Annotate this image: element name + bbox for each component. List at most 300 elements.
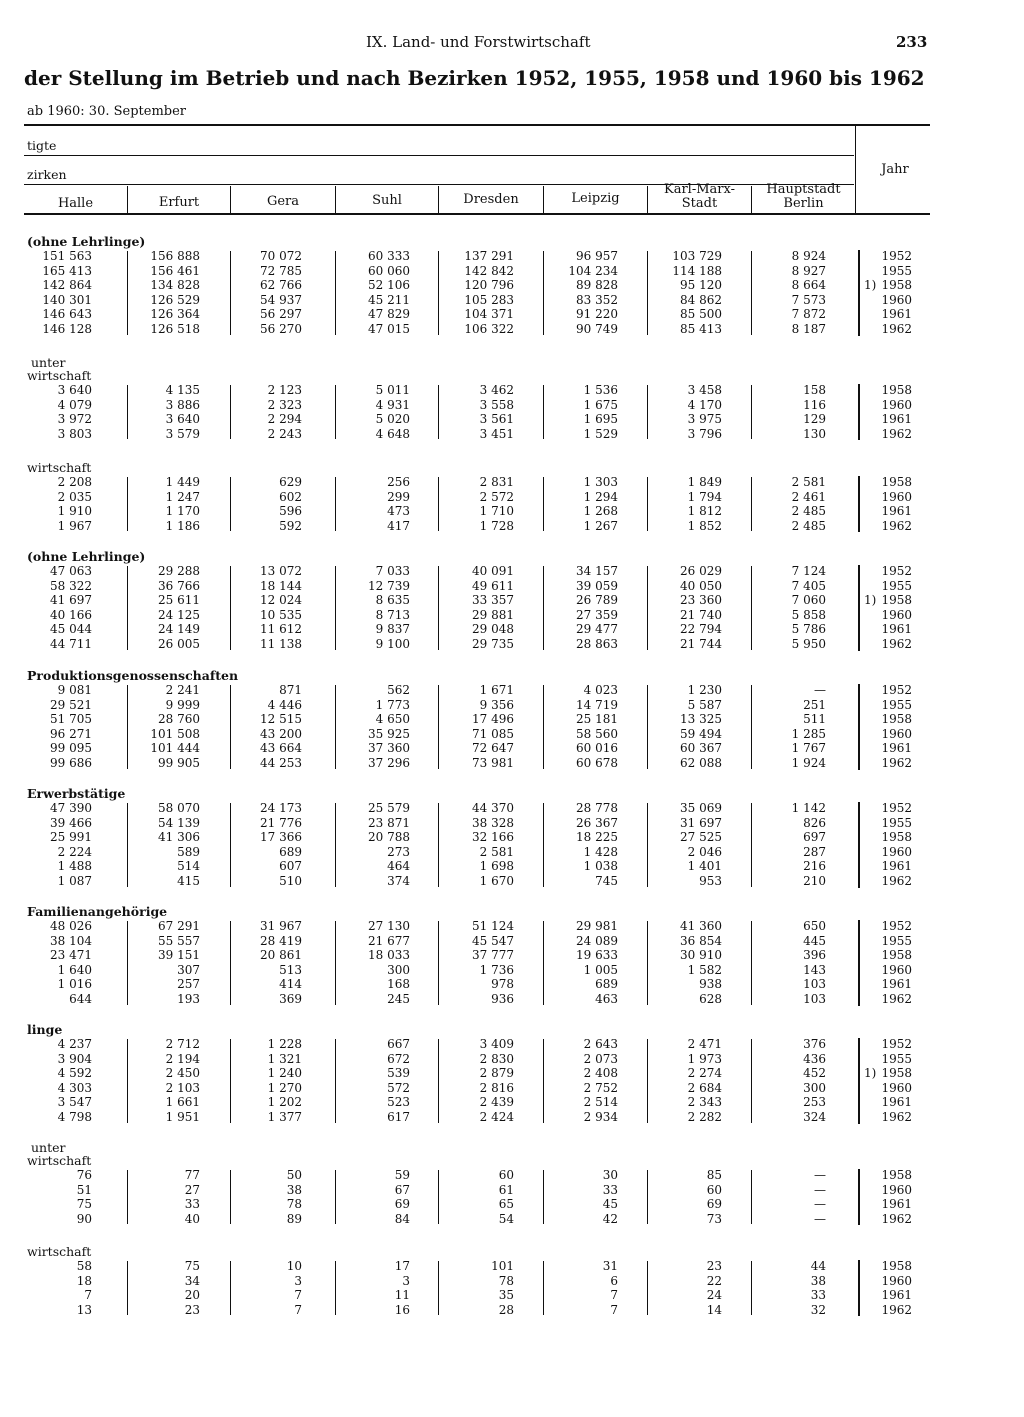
table-cell-leipzig: 60 016 [576,741,618,756]
table-cell-suhl: 672 [387,1051,410,1066]
table-cell-suhl: 617 [387,1110,410,1124]
table-cell-gera: 72 785 [260,263,302,278]
table-cell-gera: 56 297 [260,307,302,322]
table-cell-leipzig: 90 749 [576,322,618,336]
table-cell-dresden: 61 [498,1182,514,1197]
table-cell-hauptstadt-berlin: 44 [810,1259,826,1273]
table-cell-karl-marx-stadt: 73 [706,1211,722,1226]
table-cell-erfurt: 24 149 [158,622,200,637]
table-cell-dresden: 3 409 [479,1037,514,1051]
table-cell-suhl: 23 871 [368,815,410,830]
table-cell-leipzig: 25 181 [576,712,618,727]
table-cell-karl-marx-stadt: 938 [699,977,722,992]
table-cell-gera: 38 [286,1182,302,1197]
table-cell-gera: 54 937 [260,292,302,307]
year-cell: 1958 [881,383,912,397]
table-cell-erfurt: 20 [184,1288,200,1303]
table-cell-dresden: 1 670 [479,874,514,888]
table-cell-gera: 369 [279,992,302,1006]
column-rule [647,477,648,531]
table-cell-hauptstadt-berlin: 7 573 [791,292,826,307]
table-cell-dresden: 3 462 [479,383,514,397]
section-label: Produktionsgenossenschaften [27,668,239,683]
table-cell-erfurt: 4 135 [165,383,200,397]
table-cell-karl-marx-stadt: 59 494 [680,726,722,741]
table-cell-karl-marx-stadt: 1 973 [687,1051,722,1066]
column-rule [230,685,231,769]
table-cell-hauptstadt-berlin: 650 [803,919,826,933]
table-cell-leipzig: 26 789 [576,593,618,608]
table-cell-karl-marx-stadt: 4 170 [687,397,722,412]
table-cell-leipzig: 24 089 [576,933,618,948]
table-cell-gera: 689 [279,844,302,859]
year-cell: 1955 [881,933,912,948]
table-cell-suhl: 11 [394,1288,410,1303]
table-cell-erfurt: 1 951 [165,1110,200,1124]
table-cell-karl-marx-stadt: 26 029 [680,564,722,578]
column-rule [647,1170,648,1224]
table-cell-leipzig: 28 778 [576,801,618,815]
table-cell-halle: 48 026 [50,919,92,933]
table-cell-halle: 1 967 [57,518,92,533]
table-cell-karl-marx-stadt: 2 046 [687,844,722,859]
section-label: Familienangehörige [27,904,168,919]
table-cell-halle: 18 [76,1273,92,1288]
table-cell-hauptstadt-berlin: 445 [803,933,826,948]
table-cell-erfurt: 34 [184,1273,200,1288]
column-rule [335,566,336,650]
table-cell-leipzig: 1 303 [583,475,618,489]
table-cell-halle: 47 390 [50,801,92,815]
table-cell-dresden: 2 581 [479,844,514,859]
table-cell-halle: 96 271 [50,726,92,741]
column-rule [438,921,439,1005]
table-cell-erfurt: 2 194 [165,1051,200,1066]
year-cell: 1962 [881,756,912,770]
table-cell-suhl: 21 677 [368,933,410,948]
table-cell-gera: 56 270 [260,322,302,336]
column-rule [438,251,439,335]
table-cell-karl-marx-stadt: 1 812 [687,504,722,519]
table-cell-suhl: 3 [402,1273,410,1288]
table-cell-suhl: 374 [387,874,410,888]
table-cell-erfurt: 1 247 [165,489,200,504]
table-cell-hauptstadt-berlin: 143 [803,962,826,977]
table-cell-hauptstadt-berlin: 103 [803,977,826,992]
table-cell-dresden: 49 611 [472,578,514,593]
table-cell-hauptstadt-berlin: 8 927 [791,263,826,278]
table-cell-suhl: 12 739 [368,578,410,593]
year-cell: 1958 [881,593,912,608]
table-cell-karl-marx-stadt: 35 069 [680,801,722,815]
year-cell: 1960 [881,397,912,412]
year-cell: 1960 [881,1273,912,1288]
column-rule [751,477,752,531]
table-cell-gera: 89 [286,1211,302,1226]
table-cell-halle: 58 322 [50,578,92,593]
table-cell-leipzig: 28 863 [576,637,618,651]
year-cell: 1952 [881,683,912,697]
table-cell-karl-marx-stadt: 2 274 [687,1066,722,1081]
year-cell: 1960 [881,489,912,504]
column-rule [647,685,648,769]
table-cell-gera: 12 515 [260,712,302,727]
table-cell-gera: 1 228 [267,1037,302,1051]
table-cell-leipzig: 33 [602,1182,618,1197]
year-cell: 1962 [881,1211,912,1226]
table-cell-leipzig: 83 352 [576,292,618,307]
year-column-rule [858,920,860,1006]
table-cell-suhl: 16 [394,1302,410,1317]
column-rule [127,1039,128,1123]
year-cell: 1958 [881,475,912,489]
year-column-rule [858,384,860,440]
table-cell-hauptstadt-berlin: 32 [810,1302,826,1317]
table-cell-dresden: 9 356 [479,697,514,712]
table-cell-gera: 62 766 [260,278,302,293]
page-title: der Stellung im Betrieb und nach Bezirken 1952, 1955, 1958 und 1960 bis 1962 [24,66,925,90]
page-number: 233 [896,33,928,51]
column-rule [335,477,336,531]
table-cell-leipzig: 30 [602,1168,618,1182]
section-label: (ohne Lehrlinge) [27,549,146,564]
table-cell-suhl: 4 650 [375,712,410,727]
table-cell-leipzig: 2 514 [583,1095,618,1110]
table-cell-gera: 592 [279,518,302,533]
table-cell-erfurt: 1 449 [165,475,200,489]
column-rule [335,685,336,769]
section-label: Erwerbstätige [27,786,126,801]
column-rule [751,1170,752,1224]
table-cell-karl-marx-stadt: 60 367 [680,741,722,756]
table-cell-erfurt: 589 [177,844,200,859]
year-cell: 1952 [881,249,912,263]
table-cell-karl-marx-stadt: 5 587 [687,697,722,712]
column-rule [438,477,439,531]
chapter-heading: IX. Land- und Forstwirtschaft [366,33,591,51]
year-cell: 1955 [881,263,912,278]
column-header-gera: Gera [266,194,300,209]
table-cell-leipzig: 6 [610,1273,618,1288]
table-cell-halle: 76 [76,1168,92,1182]
column-rule [127,803,128,887]
table-cell-halle: 3 547 [57,1095,92,1110]
table-cell-dresden: 60 [498,1168,514,1182]
table-cell-gera: 2 243 [267,426,302,441]
table-cell-gera: 2 294 [267,412,302,427]
table-cell-gera: 596 [279,504,302,519]
table-cell-suhl: 256 [387,475,410,489]
table-cell-leipzig: 1 005 [583,962,618,977]
table-cell-leipzig: 1 294 [583,489,618,504]
table-cell-dresden: 105 283 [464,292,514,307]
table-cell-dresden: 73 981 [472,756,514,770]
table-cell-hauptstadt-berlin: — [814,1211,826,1226]
table-cell-karl-marx-stadt: 60 [706,1182,722,1197]
table-cell-erfurt: 77 [184,1168,200,1182]
table-cell-karl-marx-stadt: 85 413 [680,322,722,336]
table-cell-suhl: 84 [394,1211,410,1226]
table-cell-erfurt: 2 712 [165,1037,200,1051]
table-cell-leipzig: 2 408 [583,1066,618,1081]
table-cell-leipzig: 18 225 [576,830,618,845]
table-cell-halle: 40 166 [50,607,92,622]
year-column-rule [858,565,860,651]
table-cell-hauptstadt-berlin: 511 [803,712,826,727]
table-cell-karl-marx-stadt: 85 500 [680,307,722,322]
table-cell-suhl: 8 713 [375,607,410,622]
table-cell-gera: 1 240 [267,1066,302,1081]
table-cell-leipzig: 1 268 [583,504,618,519]
table-cell-suhl: 4 648 [375,426,410,441]
year-cell: 1960 [881,844,912,859]
table-cell-suhl: 37 360 [368,741,410,756]
column-rule [127,385,128,439]
table-cell-halle: 41 697 [50,593,92,608]
column-rule [438,803,439,887]
table-cell-karl-marx-stadt: 1 852 [687,518,722,533]
table-cell-erfurt: 126 529 [150,292,200,307]
table-cell-erfurt: 156 461 [150,263,200,278]
column-rule [647,1261,648,1315]
table-cell-leipzig: 2 752 [583,1080,618,1095]
year-column-rule [858,476,860,532]
year-cell: 1952 [881,1037,912,1051]
table-cell-halle: 2 208 [57,475,92,489]
table-cell-erfurt: 36 766 [158,578,200,593]
table-cell-hauptstadt-berlin: 7 872 [791,307,826,322]
table-cell-halle: 51 705 [50,712,92,727]
table-cell-karl-marx-stadt: 85 [706,1168,722,1182]
table-cell-karl-marx-stadt: 2 471 [687,1037,722,1051]
column-rule [438,1170,439,1224]
table-cell-halle: 58 [76,1259,92,1273]
table-cell-erfurt: 41 306 [158,830,200,845]
table-cell-dresden: 40 091 [472,564,514,578]
table-cell-hauptstadt-berlin: 287 [803,844,826,859]
table-cell-dresden: 978 [491,977,514,992]
table-cell-dresden: 37 777 [472,948,514,963]
table-cell-suhl: 464 [387,859,410,874]
column-rule [230,566,231,650]
table-cell-leipzig: 2 643 [583,1037,618,1051]
table-cell-hauptstadt-berlin: 1 924 [791,756,826,770]
column-rule [335,1039,336,1123]
table-cell-leipzig: 42 [602,1211,618,1226]
section-label: unter [31,1140,66,1155]
year-cell: 1962 [881,1302,912,1317]
table-cell-dresden: 2 830 [479,1051,514,1066]
table-cell-hauptstadt-berlin: 324 [803,1110,826,1124]
table-cell-karl-marx-stadt: 2 343 [687,1095,722,1110]
column-rule [543,1261,544,1315]
column-rule [751,1261,752,1315]
table-cell-halle: 47 063 [50,564,92,578]
table-cell-suhl: 67 [394,1182,410,1197]
table-cell-erfurt: 126 364 [150,307,200,322]
column-rule [751,251,752,335]
table-cell-gera: 31 967 [260,919,302,933]
table-cell-leipzig: 39 059 [576,578,618,593]
year-cell: 1952 [881,564,912,578]
table-cell-hauptstadt-berlin: 7 060 [791,593,826,608]
table-cell-hauptstadt-berlin: 7 124 [791,564,826,578]
table-cell-karl-marx-stadt: 2 684 [687,1080,722,1095]
table-cell-erfurt: 134 828 [150,278,200,293]
year-cell: 1960 [881,1182,912,1197]
column-rule [543,921,544,1005]
table-cell-erfurt: 58 070 [158,801,200,815]
table-cell-erfurt: 193 [177,992,200,1006]
table-cell-karl-marx-stadt: 62 088 [680,756,722,770]
table-cell-leipzig: 104 234 [568,263,618,278]
table-cell-gera: 1 321 [267,1051,302,1066]
table-cell-erfurt: 27 [184,1182,200,1197]
rule-head-1 [24,155,854,156]
year-cell: 1961 [881,741,912,756]
table-cell-gera: 20 861 [260,948,302,963]
table-cell-erfurt: 307 [177,962,200,977]
table-cell-karl-marx-stadt: 22 794 [680,622,722,637]
table-cell-suhl: 4 931 [375,397,410,412]
table-cell-halle: 7 [84,1288,92,1303]
year-column-rule [858,802,860,888]
table-cell-leipzig: 4 023 [583,683,618,697]
column-rule [127,1261,128,1315]
table-cell-halle: 9 081 [57,683,92,697]
table-cell-karl-marx-stadt: 1 582 [687,962,722,977]
year-column-rule [858,1169,860,1225]
column-rule [230,1039,231,1123]
table-cell-halle: 4 237 [57,1037,92,1051]
column-header-year: Jahr [881,162,909,177]
table-cell-dresden: 3 558 [479,397,514,412]
table-cell-gera: 12 024 [260,593,302,608]
table-cell-erfurt: 1 170 [165,504,200,519]
table-cell-erfurt: 75 [184,1259,200,1273]
table-cell-halle: 1 640 [57,962,92,977]
table-cell-halle: 39 466 [50,815,92,830]
table-cell-suhl: 417 [387,518,410,533]
table-cell-dresden: 2 439 [479,1095,514,1110]
table-cell-erfurt: 26 005 [158,637,200,651]
table-cell-hauptstadt-berlin: 8 924 [791,249,826,263]
column-rule [751,803,752,887]
table-cell-halle: 151 563 [42,249,92,263]
table-cell-erfurt: 39 151 [158,948,200,963]
table-cell-suhl: 5 020 [375,412,410,427]
column-rule [647,385,648,439]
table-cell-leipzig: 745 [595,874,618,888]
table-cell-dresden: 29 881 [472,607,514,622]
year-cell: 1952 [881,919,912,933]
table-cell-dresden: 17 496 [472,712,514,727]
table-cell-hauptstadt-berlin: 2 485 [791,518,826,533]
table-cell-gera: 17 366 [260,830,302,845]
year-cell: 1961 [881,307,912,322]
table-cell-erfurt: 415 [177,874,200,888]
table-cell-hauptstadt-berlin: 1 767 [791,741,826,756]
table-cell-hauptstadt-berlin: 1 142 [791,801,826,815]
year-cell: 1961 [881,1288,912,1303]
table-cell-hauptstadt-berlin: 7 405 [791,578,826,593]
table-cell-karl-marx-stadt: 41 360 [680,919,722,933]
section-label: wirtschaft [27,1244,92,1259]
year-cell: 1958 [881,1168,912,1182]
column-rule [543,1170,544,1224]
table-cell-erfurt: 126 518 [150,322,200,336]
year-column-rule [858,250,860,336]
column-rule [543,477,544,531]
table-cell-leipzig: 1 695 [583,412,618,427]
table-cell-karl-marx-stadt: 628 [699,992,722,1006]
table-cell-dresden: 65 [498,1197,514,1212]
year-cell: 1958 [881,1259,912,1273]
year-cell: 1955 [881,578,912,593]
table-cell-dresden: 2 424 [479,1110,514,1124]
table-cell-halle: 3 972 [57,412,92,427]
table-cell-karl-marx-stadt: 1 794 [687,489,722,504]
table-cell-erfurt: 25 611 [158,593,200,608]
table-cell-leipzig: 45 [602,1197,618,1212]
table-cell-halle: 4 079 [57,397,92,412]
table-cell-halle: 4 798 [57,1110,92,1124]
table-cell-halle: 13 [76,1302,92,1317]
table-cell-gera: 43 200 [260,726,302,741]
table-cell-suhl: 59 [394,1168,410,1182]
table-cell-hauptstadt-berlin: 2 581 [791,475,826,489]
table-cell-hauptstadt-berlin: 130 [803,426,826,441]
table-cell-leipzig: 7 [610,1288,618,1303]
table-cell-erfurt: 67 291 [158,919,200,933]
table-cell-hauptstadt-berlin: 8 664 [791,278,826,293]
footnote-marker: 1) [864,593,877,608]
table-cell-suhl: 667 [387,1037,410,1051]
table-cell-gera: 1 377 [267,1110,302,1124]
table-cell-hauptstadt-berlin: 103 [803,992,826,1006]
table-cell-suhl: 8 635 [375,593,410,608]
table-cell-halle: 3 803 [57,426,92,441]
table-cell-suhl: 562 [387,683,410,697]
table-cell-hauptstadt-berlin: 216 [803,859,826,874]
column-header-suhl: Suhl [372,193,402,208]
year-cell: 1958 [881,1066,912,1081]
year-cell: 1955 [881,697,912,712]
table-cell-gera: 607 [279,859,302,874]
year-cell: 1962 [881,518,912,533]
table-cell-halle: 4 303 [57,1080,92,1095]
table-cell-halle: 644 [69,992,92,1006]
column-rule [335,921,336,1005]
column-header-hauptstadt-berlin: Hauptstadt Berlin [766,182,841,211]
table-cell-suhl: 25 579 [368,801,410,815]
table-cell-karl-marx-stadt: 22 [706,1273,722,1288]
table-cell-dresden: 35 [498,1288,514,1303]
table-cell-suhl: 37 296 [368,756,410,770]
column-rule [127,921,128,1005]
table-cell-erfurt: 514 [177,859,200,874]
column-rule [127,1170,128,1224]
table-cell-leipzig: 96 957 [576,249,618,263]
table-cell-leipzig: 89 828 [576,278,618,293]
table-cell-hauptstadt-berlin: 697 [803,830,826,845]
table-cell-hauptstadt-berlin: 158 [803,383,826,397]
table-cell-erfurt: 29 288 [158,564,200,578]
table-cell-leipzig: 60 678 [576,756,618,770]
table-cell-dresden: 2 831 [479,475,514,489]
column-header-leipzig: Leipzig [571,191,620,206]
table-cell-halle: 23 471 [50,948,92,963]
